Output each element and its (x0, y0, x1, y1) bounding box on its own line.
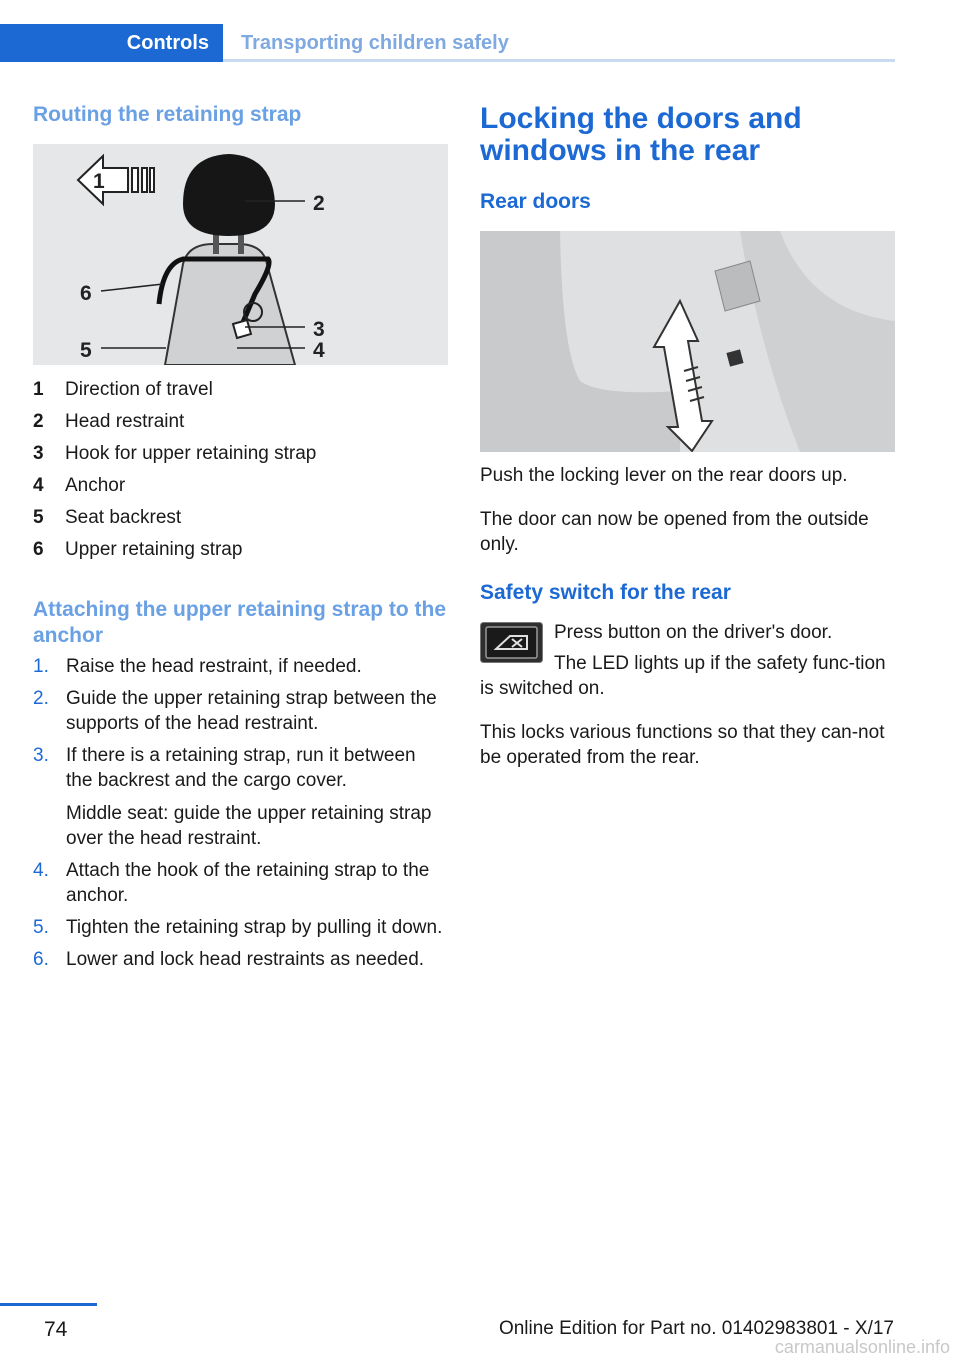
legend-item (33, 374, 447, 406)
legend-item (33, 406, 447, 438)
step-number: 3. (33, 745, 49, 766)
attach-heading: Attaching the upper retaining strap to the anchor (33, 598, 447, 647)
lock-heading: Locking the doors and windows in the rear (480, 102, 802, 167)
section-tab[interactable]: Controls (0, 24, 223, 62)
callout-5: 5 (80, 339, 92, 362)
switch-led-text: The LED lights up if the safety func‐tion is switched on. (480, 653, 886, 699)
para-locks-functions: This locks various functions so that they can‐not be operated from the rear. (480, 722, 885, 768)
step-text: Lower and lock head restraints as needed. (66, 949, 425, 970)
step-text: Guide the upper retaining strap between the supports of the head restraint. (66, 688, 437, 734)
step-item (33, 654, 447, 679)
step-note: Middle seat: guide the upper retaining strap over the head restraint. (66, 803, 432, 849)
callout-1: 1 (93, 170, 105, 193)
footer-rule (0, 1303, 97, 1306)
step-item (33, 947, 447, 972)
step-text: Attach the hook of the retaining strap to the anchor. (66, 860, 430, 906)
legend-text: Head restraint (65, 411, 185, 432)
step-text: Tighten the retaining strap by pulling it down. (66, 917, 443, 938)
legend-text: Hook for upper retaining strap (65, 443, 317, 464)
para-push-lever: Push the locking lever on the rear doors up. (480, 465, 848, 486)
step-number: 6. (33, 949, 49, 970)
routing-heading: Routing the retaining strap (33, 103, 302, 126)
legend-item (33, 534, 447, 566)
step-item (33, 915, 447, 940)
legend-number: 2 (33, 411, 44, 432)
callout-3: 3 (313, 318, 325, 341)
legend-item (33, 470, 447, 502)
step-body (66, 743, 447, 851)
retaining-strap-figure (33, 144, 448, 365)
legend-number: 5 (33, 507, 44, 528)
legend-text: Direction of travel (65, 379, 213, 400)
chapter-title[interactable]: Transporting children safely (241, 32, 509, 54)
steps-list (33, 654, 447, 979)
legend-number: 3 (33, 443, 44, 464)
legend-item (33, 502, 447, 534)
legend-number: 4 (33, 475, 44, 496)
step-item (33, 858, 447, 908)
header-divider (223, 59, 895, 62)
para-opened-outside: The door can now be opened from the outside only. (480, 509, 869, 555)
step-number: 1. (33, 656, 49, 677)
switch-instruction: Press button on the driver's door. (554, 622, 833, 643)
page-header (0, 24, 895, 62)
callout-4: 4 (313, 339, 325, 362)
rear-doors-heading: Rear doors (480, 190, 591, 213)
legend-item (33, 438, 447, 470)
step-number: 2. (33, 688, 49, 709)
retaining-strap-illustration (33, 144, 448, 365)
callout-2: 2 (313, 192, 325, 215)
legend-text: Seat backrest (65, 507, 182, 528)
safety-switch-heading: Safety switch for the rear (480, 581, 731, 604)
step-number: 5. (33, 917, 49, 938)
callout-6: 6 (80, 282, 92, 305)
watermark: carmanualsonline.info (774, 1337, 950, 1357)
legend-number: 6 (33, 539, 44, 560)
legend-text: Upper retaining strap (65, 539, 243, 560)
page-number: 74 (44, 1318, 68, 1341)
step-item (33, 743, 447, 851)
step-text: If there is a retaining strap, run it between the backrest and the cargo cover. (66, 745, 416, 791)
legend-text: Anchor (65, 475, 126, 496)
edition-text: Online Edition for Part no. 01402983801 - X/17 (498, 1318, 894, 1339)
step-number: 4. (33, 860, 49, 881)
legend-number: 1 (33, 379, 44, 400)
rear-door-illustration (480, 231, 895, 452)
step-text: Raise the head restraint, if needed. (66, 656, 362, 677)
rear-door-figure (480, 231, 895, 452)
step-item (33, 686, 447, 736)
figure-legend (33, 374, 447, 566)
